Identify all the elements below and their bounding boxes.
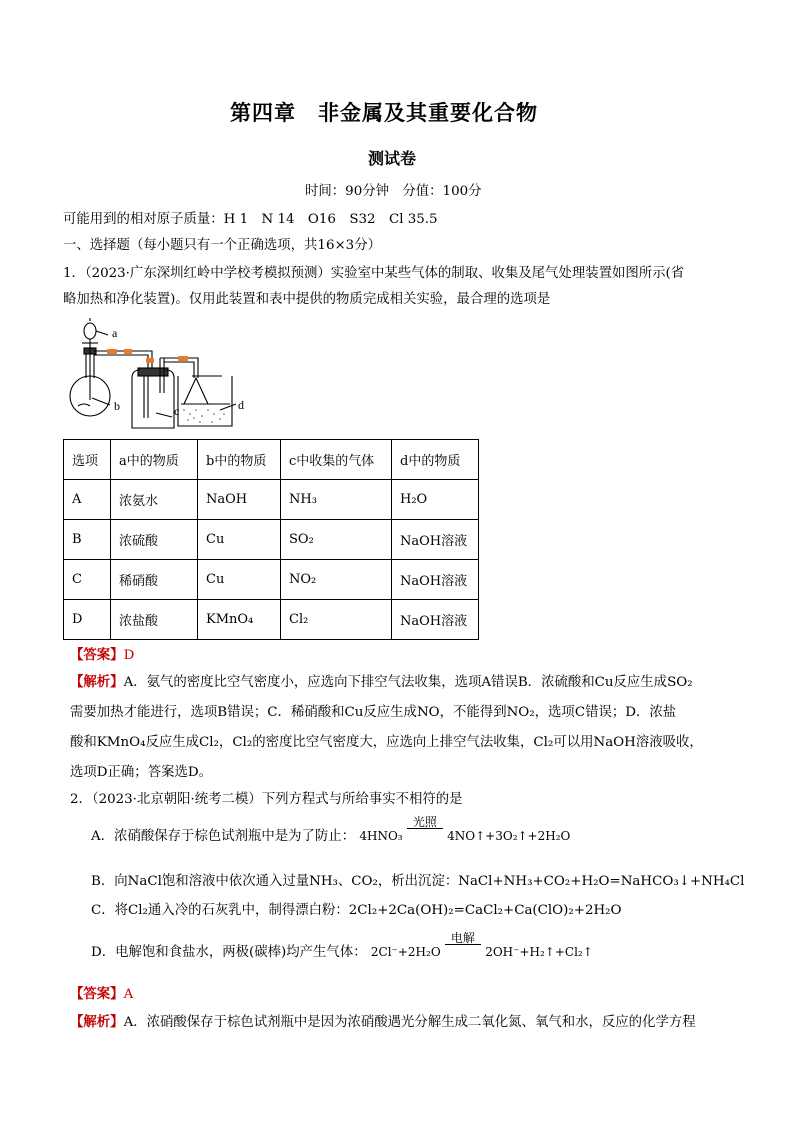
label-a: a <box>112 326 118 340</box>
label-b: b <box>114 399 120 413</box>
analysis-text: A．氨气的密度比空气密度小，应选向下排空气法收集，选项A错误B．浓硫酸和Cu反应生成SO₂ <box>123 675 693 690</box>
option-d-condition: 电解 <box>445 932 481 945</box>
q2-answer <box>70 983 133 1002</box>
option-a-eq-right: 4NO↑+3O₂↑+2H₂O <box>447 829 571 843</box>
q2-analysis-line1 <box>70 1011 696 1030</box>
table-cell: 浓盐酸 <box>111 600 198 640</box>
q2-option-c: C．将Cl₂通入冷的石灰乳中，制得漂白粉：2Cl₂+2Ca(OH)₂=CaCl₂+Ca(ClO)₂+2H₂O <box>91 903 622 918</box>
answer-value: A <box>123 987 134 1002</box>
table-cell: C <box>64 560 111 600</box>
options-table <box>63 439 479 640</box>
q1-answer <box>70 644 134 663</box>
answer-label: 【答案】 <box>70 986 124 1002</box>
option-a-eq-left: 4HNO₃ <box>359 829 403 843</box>
table-header-cell: c中收集的气体 <box>281 440 392 480</box>
analysis-label: 【解析】 <box>70 674 124 690</box>
table-cell: NO₂ <box>281 560 392 600</box>
q2-option-d <box>91 931 593 960</box>
option-a-condition: 光照 <box>407 816 443 829</box>
q2-option-b: B．向NaCl饱和溶液中依次通入过量NH₃、CO₂，析出沉淀：NaCl+NH₃+CO₂+H₂O=NaHCO₃↓+NH₄Cl <box>91 874 745 889</box>
q1-analysis-line3: 酸和KMnO₄反应生成Cl₂，Cl₂的密度比空气密度大，应选向上排空气法收集，Cl₂可以用NaOH溶液吸收， <box>70 735 703 750</box>
table-row <box>64 520 479 560</box>
table-header-cell: b中的物质 <box>198 440 281 480</box>
exam-meta: 时间：90分钟 分值：100分 <box>305 184 482 199</box>
label-d: d <box>238 398 244 412</box>
table-cell: NaOH溶液 <box>392 560 479 600</box>
table-cell: 浓硫酸 <box>111 520 198 560</box>
table-cell: NaOH <box>198 480 281 520</box>
table-cell: SO₂ <box>281 520 392 560</box>
analysis-text: A．浓硝酸保存于棕色试剂瓶中是因为浓硝酸遇光分解生成二氧化氮、氧气和水，反应的化学方程 <box>123 1015 696 1030</box>
label-c: c <box>174 404 180 418</box>
analysis-label: 【解析】 <box>70 1014 124 1030</box>
page-subtitle: 测试卷 <box>368 149 417 168</box>
table-header-row <box>64 440 479 480</box>
option-d-text: D．电解饱和食盐水，两极(碳棒)均产生气体： <box>91 945 367 960</box>
answer-value: D <box>123 648 135 663</box>
table-cell: NaOH溶液 <box>392 600 479 640</box>
table-header-cell: 选项 <box>64 440 111 480</box>
q1-stem-line2: 略加热和净化装置)。仅用此装置和表中提供的物质完成相关实验，最合理的选项是 <box>63 292 551 307</box>
apparatus-figure <box>60 318 260 433</box>
section-heading: 一、选择题（每小题只有一个正确选项，共16×3分） <box>63 238 381 253</box>
table-cell: KMnO₄ <box>198 600 281 640</box>
option-a-text: A．浓硝酸保存于棕色试剂瓶中是为了防止： <box>91 829 356 844</box>
table-cell: Cu <box>198 560 281 600</box>
option-d-eq-left: 2Cl⁻+2H₂O <box>370 945 441 959</box>
table-cell: Cl₂ <box>281 600 392 640</box>
q1-analysis-line1 <box>70 671 693 690</box>
option-d-eq-right: 2OH⁻+H₂↑+Cl₂↑ <box>485 945 593 959</box>
answer-label: 【答案】 <box>70 647 124 663</box>
table-header-cell: d中的物质 <box>392 440 479 480</box>
page-title: 第四章 非金属及其重要化合物 <box>230 100 538 125</box>
q1-stem-line1: 1．（2023·广东深圳红岭中学校考模拟预测）实验室中某些气体的制取、收集及尾气处理装置如图所示(省 <box>63 266 685 281</box>
table-cell: H₂O <box>392 480 479 520</box>
table-row <box>64 560 479 600</box>
table-cell: NaOH溶液 <box>392 520 479 560</box>
table-row <box>64 600 479 640</box>
table-cell: NH₃ <box>281 480 392 520</box>
table-cell: A <box>64 480 111 520</box>
table-cell: 稀硝酸 <box>111 560 198 600</box>
q2-option-a <box>91 815 571 844</box>
table-header-cell: a中的物质 <box>111 440 198 480</box>
table-cell: Cu <box>198 520 281 560</box>
table-cell: D <box>64 600 111 640</box>
table-row <box>64 480 479 520</box>
atomic-mass-line: 可能用到的相对原子质量：H 1 N 14 O16 S32 Cl 35.5 <box>63 212 438 227</box>
q2-stem: 2．（2023·北京朝阳·统考二模）下列方程式与所给事实不相符的是 <box>70 792 463 807</box>
table-cell: B <box>64 520 111 560</box>
q1-analysis-line2: 需要加热才能进行，选项B错误；C．稀硝酸和Cu反应生成NO，不能得到NO₂，选项C错误；D．浓盐 <box>70 705 677 720</box>
option-a-arrow <box>407 815 443 844</box>
option-d-arrow <box>445 931 481 960</box>
q1-analysis-line4: 选项D正确；答案选D。 <box>70 765 212 780</box>
table-cell: 浓氨水 <box>111 480 198 520</box>
